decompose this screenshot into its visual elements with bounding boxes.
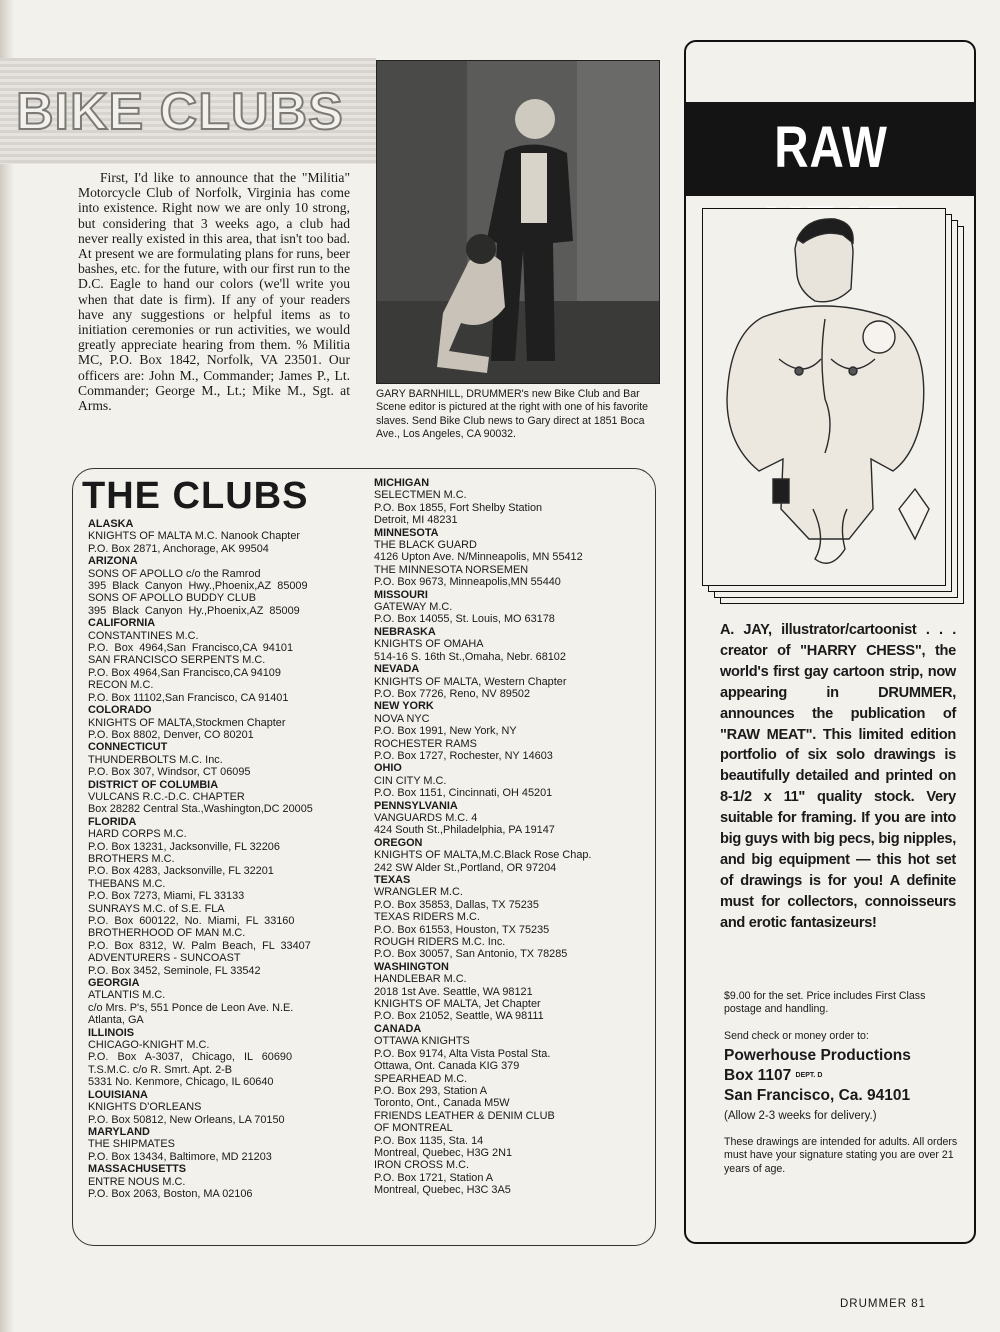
club-entry-line: 514-16 S. 16th St.,Omaha, Nebr. 68102 bbox=[374, 650, 566, 663]
club-entry-line: Ottawa, Ont. Canada KIG 379 bbox=[374, 1060, 520, 1073]
club-entry-line: 242 SW Alder St.,Portland, OR 97204 bbox=[374, 861, 557, 874]
club-state-heading: PENNSYLVANIA bbox=[374, 799, 458, 812]
ad-company-name: Powerhouse Productions bbox=[724, 1047, 911, 1064]
club-entry-line: KNIGHTS OF MALTA, Western Chapter bbox=[374, 675, 567, 688]
club-entry-line: SPEARHEAD M.C. bbox=[374, 1072, 468, 1085]
club-entry-line: P.O. Box 21052, Seattle, WA 98111 bbox=[374, 1010, 544, 1023]
club-state-heading: TEXAS bbox=[374, 874, 411, 886]
club-entry-line: P.O. Box 7273, Miami, FL 33133 bbox=[88, 890, 245, 903]
club-entry-line: Atlanta, GA bbox=[88, 1014, 144, 1027]
club-entry-line: 4126 Upton Ave. N/Minneapolis, MN 55412 bbox=[374, 551, 583, 564]
club-state-heading: OREGON bbox=[374, 836, 423, 849]
club-entry-line: SUNRAYS M.C. of S.E. FLA bbox=[88, 902, 225, 915]
club-entry-line: Toronto, Ont., Canada M5W bbox=[374, 1097, 510, 1110]
club-entry-line: OTTAWA KNIGHTS bbox=[374, 1035, 470, 1048]
club-state-heading: CANADA bbox=[374, 1022, 422, 1035]
club-entry-line: P.O. Box 11102,San Francisco, CA 91401 bbox=[88, 691, 289, 704]
club-entry-line: SONS OF APOLLO c/o the Ramrod bbox=[88, 567, 261, 580]
clubs-title: THE CLUBS bbox=[82, 475, 309, 517]
club-entry-line: SONS OF APOLLO BUDDY CLUB bbox=[88, 592, 257, 605]
club-state-heading: ILLINOIS bbox=[88, 1026, 134, 1039]
club-state-heading: NEBRASKA bbox=[374, 625, 436, 638]
club-state-heading: COLORADO bbox=[88, 704, 152, 717]
club-entry-line: CIN CITY M.C. bbox=[374, 774, 447, 787]
club-entry-line: P.O. Box 4964,San Francisco,CA 94109 bbox=[88, 666, 281, 679]
club-entry-line: P.O. Box 2063, Boston, MA 02106 bbox=[88, 1187, 253, 1200]
club-entry-line: IRON CROSS M.C. bbox=[374, 1159, 469, 1172]
club-state-heading: MARYLAND bbox=[88, 1125, 150, 1138]
club-entry-line: P.O. Box 35853, Dallas, TX 75235 bbox=[374, 898, 539, 911]
club-entry-line: P.O. Box 293, Station A bbox=[374, 1084, 488, 1097]
club-state-heading: MINNESOTA bbox=[374, 526, 439, 539]
club-entry-line: THE BLACK GUARD bbox=[374, 539, 477, 552]
club-entry-line: HARD CORPS M.C. bbox=[88, 828, 187, 841]
page-gutter-shadow bbox=[0, 0, 14, 1332]
club-entry-line: P.O. Box 8802, Denver, CO 80201 bbox=[88, 728, 254, 741]
club-entry-line: GATEWAY M.C. bbox=[374, 601, 453, 614]
club-entry-line: KNIGHTS OF MALTA,Stockmen Chapter bbox=[88, 716, 286, 729]
club-entry-line: 395 Black Canyon Hwy.,Phoenix,AZ 85009 bbox=[88, 580, 308, 593]
club-entry-line: KNIGHTS D'ORLEANS bbox=[88, 1101, 202, 1114]
club-state-heading: CONNECTICUT bbox=[88, 741, 168, 754]
club-entry-line: c/o Mrs. P's, 551 Ponce de Leon Ave. N.E. bbox=[88, 1001, 294, 1014]
club-entry-line: P.O. Box 4283, Jacksonville, FL 32201 bbox=[88, 865, 274, 878]
club-state-heading: NEW YORK bbox=[374, 700, 434, 713]
club-entry-line: Montreal, Quebec, H3G 2N1 bbox=[374, 1146, 513, 1159]
club-entry-line: 5331 No. Kenmore, Chicago, IL 60640 bbox=[88, 1076, 274, 1089]
club-entry-line: P.O. Box 1727, Rochester, NY 14603 bbox=[374, 749, 553, 762]
ad-delivery-note: (Allow 2-3 weeks for delivery.) bbox=[724, 1110, 877, 1122]
club-entry-line: P.O. Box 307, Windsor, CT 06095 bbox=[88, 766, 251, 779]
club-state-heading: LOUISIANA bbox=[88, 1088, 148, 1101]
club-entry-line: HANDLEBAR M.C. bbox=[374, 973, 467, 986]
club-entry-line: BROTHERS M.C. bbox=[88, 852, 175, 865]
editor-photo-illustration bbox=[377, 61, 659, 383]
club-entry-line: NOVA NYC bbox=[374, 712, 430, 725]
club-entry-line: P.O. Box 13434, Baltimore, MD 21203 bbox=[88, 1150, 272, 1163]
club-entry-line: ROCHESTER RAMS bbox=[374, 737, 477, 750]
club-entry-line: P.O. Box 7726, Reno, NV 89502 bbox=[374, 687, 531, 700]
club-entry-line: SELECTMEN M.C. bbox=[374, 489, 467, 502]
club-state-heading: GEORGIA bbox=[88, 977, 140, 990]
ad-box-number: Box 1107 bbox=[724, 1067, 792, 1085]
ad-disclaimer: These drawings are intended for adults. All orders must have your signature stating you are over 21 years of age. bbox=[724, 1136, 958, 1175]
club-entry-line: THUNDERBOLTS M.C. Inc. bbox=[88, 753, 223, 766]
club-entry-line: KNIGHTS OF OMAHA bbox=[374, 638, 484, 651]
muscle-figure-illustration bbox=[703, 209, 946, 586]
club-entry-line: P.O. Box 1855, Fort Shelby Station bbox=[374, 501, 543, 514]
club-entry-line: Montreal, Quebec, H3C 3A5 bbox=[374, 1184, 511, 1197]
club-state-heading: ALASKA bbox=[88, 518, 134, 530]
club-entry-line: THEBANS M.C. bbox=[88, 877, 166, 890]
ad-body-text: A. JAY, illustrator/cartoonist . . . creator of "HARRY CHESS", the world's first gay cartoon strip, now appearing in DRUMMER, announces the publication of "RAW MEAT". This limited edition portfolio of six solo drawings is beautifully detailed and printed on 8-1/2 x 11" quality stock. Very suitable for framing. If you are into big guys with big pecs, big nipples, and big equipment — this hot set of drawings is for you! A definite must for collectors, connoisseurs and erotic fantasizeurs! bbox=[720, 622, 956, 931]
ad-drawing bbox=[702, 208, 946, 586]
club-entry-line: P.O. Box 14055, St. Louis, MO 63178 bbox=[374, 613, 555, 626]
ad-box-line bbox=[724, 1066, 964, 1086]
club-entry-line: P.O. Box 61553, Houston, TX 75235 bbox=[374, 923, 550, 936]
club-entry-line: ADVENTURERS - SUNCOAST bbox=[88, 952, 241, 965]
club-entry-line: SAN FRANCISCO SERPENTS M.C. bbox=[88, 654, 266, 667]
club-entry-line: THE SHIPMATES bbox=[88, 1138, 175, 1151]
club-entry-line: KNIGHTS OF MALTA, Jet Chapter bbox=[374, 998, 541, 1011]
club-entry-line: ENTRE NOUS M.C. bbox=[88, 1175, 186, 1188]
club-entry-line: P.O. Box 30057, San Antonio, TX 78285 bbox=[374, 948, 568, 961]
club-entry-line: TEXAS RIDERS M.C. bbox=[374, 911, 480, 924]
club-entry-line: VULCANS R.C.-D.C. CHAPTER bbox=[88, 790, 245, 803]
club-entry-line: 2018 1st Ave. Seattle, WA 98121 bbox=[374, 985, 533, 998]
club-entry-line: P.O. Box 9174, Alta Vista Postal Sta. bbox=[374, 1047, 551, 1060]
club-entry-line: P.O. Box 4964,San Francisco,CA 94101 bbox=[88, 642, 294, 655]
ad-title: RAW bbox=[774, 115, 888, 180]
club-entry-line: FRIENDS LEATHER & DENIM CLUB bbox=[374, 1109, 555, 1122]
intro-letter: First, I'd like to announce that the "Militia" Motorcycle Club of Norfolk, Virginia has come into existence. Right now we are only 10 strong, but considering that 3 weeks ago, a club had never really existed in this area, that isn't too bad. At present we are formulating plans for runs, beer bashes, etc. for the future, with our first run to the D.C. Eagle to hand our colors (we'll write you when that date is firm). If any of your readers have any suggestions or helpful items as to initiation ceremonies or run activities, we would greatly appreciate hearing from them. % Militia MC, P.O. Box 1842, Norfolk, VA 23501. Our officers are: John M., Commander; James P., Lt. Commander; George M., Lt.; Mike M., Sgt. at Arms. bbox=[78, 170, 350, 414]
club-entry-line: P.O. Box 1721, Station A bbox=[374, 1171, 494, 1184]
club-state-heading: NEVADA bbox=[374, 663, 420, 676]
club-entry-line: BROTHERHOOD OF MAN M.C. bbox=[88, 927, 246, 940]
ad-city: San Francisco, Ca. 94101 bbox=[724, 1087, 911, 1105]
page-footer: DRUMMER 81 bbox=[840, 1298, 927, 1310]
club-entry-line: WRANGLER M.C. bbox=[374, 886, 463, 899]
club-entry-line: P.O. Box A-3037, Chicago, IL 60690 bbox=[88, 1051, 293, 1064]
club-entry-line: P.O. Box 9673, Minneapolis,MN 55440 bbox=[374, 576, 561, 589]
club-entry-line: CONSTANTINES M.C. bbox=[88, 629, 199, 642]
photo-caption: GARY BARNHILL, DRUMMER's new Bike Club and Bar Scene editor is pictured at the right with one of his favorite slaves. Send Bike Club news to Gary direct at 1851 Boca Ave., Los Angeles, CA 90032. bbox=[376, 388, 649, 440]
club-entry-line: P.O. Box 8312, W. Palm Beach, FL 33407 bbox=[88, 939, 311, 952]
club-entry-line: P.O. Box 600122, No. Miami, FL 33160 bbox=[88, 915, 295, 927]
clubs-column-2 bbox=[374, 477, 656, 1197]
club-state-heading: ARIZONA bbox=[88, 555, 138, 568]
club-state-heading: MICHIGAN bbox=[374, 477, 430, 489]
club-state-heading: DISTRICT OF COLUMBIA bbox=[88, 778, 219, 791]
club-entry-line: ROUGH RIDERS M.C. Inc. bbox=[374, 936, 506, 949]
club-entry-line: THE MINNESOTA NORSEMEN bbox=[374, 563, 529, 576]
ad-order-note: Send check or money order to: bbox=[724, 1030, 869, 1042]
club-state-heading: WASHINGTON bbox=[374, 960, 449, 973]
club-entry-line: Box 28282 Central Sta.,Washington,DC 20005 bbox=[88, 803, 313, 816]
section-title: BIKE CLUBS bbox=[16, 83, 344, 141]
club-entry-line: Detroit, MI 48231 bbox=[374, 514, 458, 527]
club-state-heading: OHIO bbox=[374, 762, 402, 775]
club-entry-line: OF MONTREAL bbox=[374, 1122, 453, 1135]
club-entry-line: CHICAGO-KNIGHT M.C. bbox=[88, 1039, 210, 1052]
editor-photo bbox=[376, 60, 660, 384]
club-entry-line: VANGUARDS M.C. 4 bbox=[374, 811, 478, 824]
club-entry-line: P.O. Box 1991, New York, NY bbox=[374, 725, 517, 738]
club-entry-line: P.O. Box 13231, Jacksonville, FL 32206 bbox=[88, 840, 280, 853]
club-entry-line: P.O. Box 50812, New Orleans, LA 70150 bbox=[88, 1113, 285, 1126]
ad-dept: DEPT. D bbox=[795, 1072, 823, 1079]
clubs-column-1 bbox=[88, 518, 370, 1200]
club-state-heading: FLORIDA bbox=[88, 815, 137, 828]
club-entry-line: T.S.M.C. c/o R. Smrt. Apt. 2-B bbox=[88, 1063, 233, 1076]
club-entry-line: KNIGHTS OF MALTA M.C. Nanook Chapter bbox=[88, 530, 301, 543]
club-entry-line: 395 Black Canyon Hy.,Phoenix,AZ 85009 bbox=[88, 604, 300, 617]
club-entry-line: P.O. Box 3452, Seminole, FL 33542 bbox=[88, 964, 261, 977]
club-entry-line: P.O. Box 2871, Anchorage, AK 99504 bbox=[88, 542, 269, 555]
club-entry-line: KNIGHTS OF MALTA,M.C.Black Rose Chap. bbox=[374, 849, 592, 862]
club-entry-line: ATLANTIS M.C. bbox=[88, 989, 166, 1002]
club-entry-line: P.O. Box 1135, Sta. 14 bbox=[374, 1134, 484, 1147]
club-entry-line: 424 South St.,Philadelphia, PA 19147 bbox=[374, 824, 555, 837]
club-entry-line: RECON M.C. bbox=[88, 679, 154, 692]
club-state-heading: CALIFORNIA bbox=[88, 617, 156, 630]
club-entry-line: P.O. Box 1151, Cincinnati, OH 45201 bbox=[374, 787, 553, 800]
club-state-heading: MISSOURI bbox=[374, 588, 428, 601]
ad-company-address bbox=[724, 1046, 964, 1106]
club-state-heading: MASSACHUSETTS bbox=[88, 1163, 187, 1176]
ad-price-note: $9.00 for the set. Price includes First Class postage and handling. bbox=[724, 990, 926, 1016]
